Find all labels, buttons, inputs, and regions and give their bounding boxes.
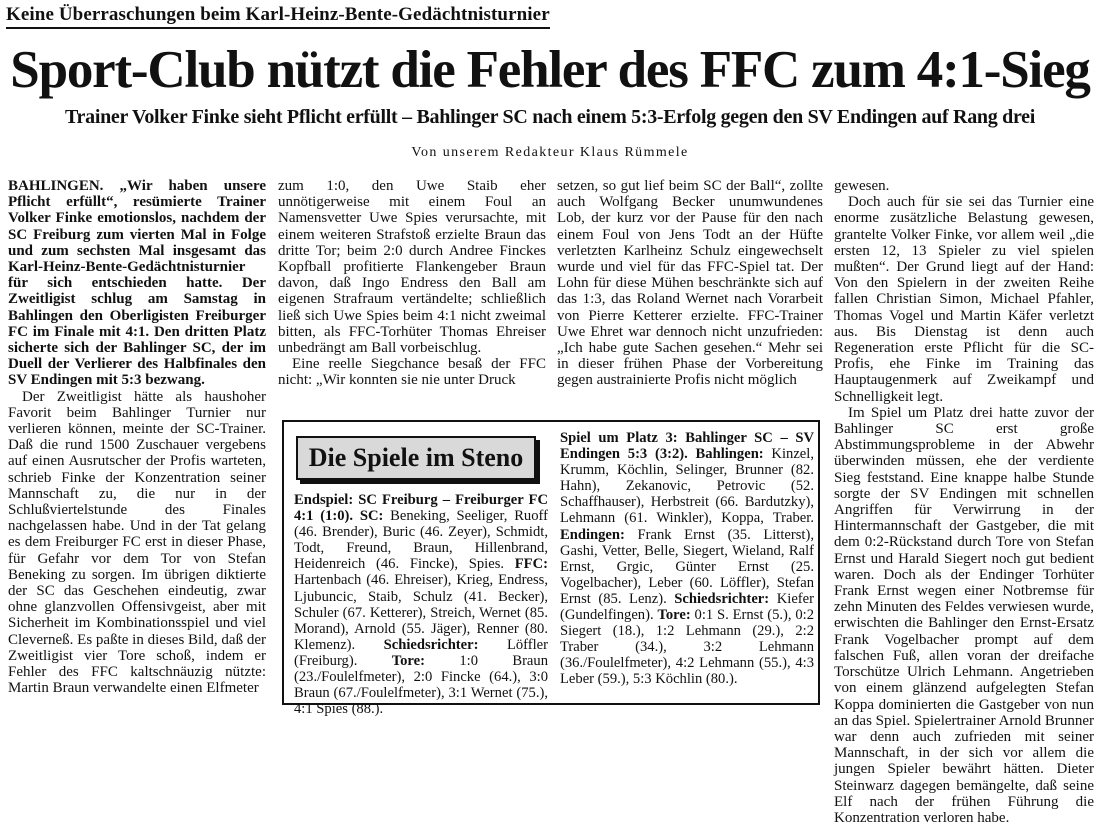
third-referee-label: Schiedsrichter:	[674, 590, 770, 607]
article-paragraph: Doch auch für sie sei das Turnier eine enorme zusätzliche Belastung gewesen, grantelte Volker Finke, vor allem weil „die ersten 12, 13 Spieler zu viel spielen mußten“. Der Grund liegt auf der Hand: Von den Spielern in der zweiten Reihe fallen Christian Simon, Michael Pfahler, Thomas Vogel und Martin Käfer verletzt aus. Bis Dienstag ist denn auch Regeneration erste Pflicht für die SC-Profis, ehe Finke im Training das Hauptaugenmerk auf Zweikampf und Schnelligkeit legt.	[834, 194, 1094, 405]
third-endingen-lineup: Frank Ernst (35. Litterst), Gashi, Vetter, Belle, Siegert, Wieland, Ralf Ernst, Grgic, Günter Ernst (25. Vogelbacher), Leber (60. Löffler), Stefan Ernst (85. Lenz).	[560, 526, 814, 607]
article-column-2	[278, 178, 546, 403]
article-column-1	[8, 178, 266, 708]
third-bahlingen-lineup: Kinzel, Krumm, Köchlin, Selinger, Brunner (82. Hahn), Zekanovic, Petrovic (52. Schaffhauser), Herbstreit (66. Bardutzky), Lehmann (61. Winkler), Koppa, Traber.	[560, 446, 814, 527]
byline: Von unserem Redakteur Klaus Rümmele	[411, 145, 689, 160]
kicker: Keine Überraschungen beim Karl-Heinz-Bente-Gedächtnisturnier	[6, 4, 550, 29]
article-column-3	[557, 178, 823, 403]
steno-box	[282, 420, 820, 718]
final-goals-label: Tore:	[391, 652, 425, 669]
final-heading: Endspiel: SC Freiburg – Freiburger FC 4:1 (1:0).	[294, 492, 548, 525]
article-paragraph: zum 1:0, den Uwe Staib eher unnötigerweise mit einem Foul an Namensvetter Uwe Spies verursachte, mit einem weiteren Strafstoß erzielte Braun das dritte Tor; beim 2:0 durch Andree Finckes Kopfball profitierte Flankengeber Braun davon, daß Ingo Endress den Ball am eigenen Strafraum vertändelte; schließlich ließ sich Uwe Spies beim 4:1 nicht zweimal bitten, als FFC-Torhüter Thomas Ehreiser unbedrängt am Ball vorbeischlug.	[278, 178, 546, 357]
steno-title: Die Spiele im Steno	[296, 436, 536, 480]
steno-column-1	[294, 492, 549, 718]
final-referee: Löffler (Freiburg).	[294, 636, 548, 669]
third-referee: Kiefer (Gundelfingen).	[560, 590, 814, 624]
article-column-4	[834, 178, 1094, 826]
article-paragraph: setzen, so gut lief beim SC der Ball“, zollte auch Wolfgang Becker unumwundenes Lob, der kurz vor der Pause für den nach einem Foul von Jens Todt an der Hüfte verletzten Karlheinz Schulz eingewechselt wurde und viel für das FFC-Spiel tat. Der Lohn für diese Mühen beschränkte sich auf das 1:3, das Roland Wernet nach Vorarbeit von Pierre Ketterer erzielte. FFC-Trainer Uwe Ehret war dennoch nicht unzufrieden: „Ich habe gute Sachen gesehen.“ Mehr sei in dieser frühen Phase der Vorbereitung gegen austrainierte Profis nicht möglich	[557, 178, 823, 389]
headline: Sport-Club nützt die Fehler des FFC zum 4:1-Sieg	[10, 41, 1090, 99]
article-paragraph: BAHLINGEN. „Wir haben unsere Pflicht erfüllt“, resümierte Trainer Volker Finke emotionslos, nachdem der SC Freiburg zum vierten Mal in Folge und zum sechsten Mal insgesamt das Karl-Heinz-Bente-Gedächtnisturnier für sich entschieden hatte. Der Zweitligist schlug am Samstag in Bahlingen den Oberligisten Freiburger FC im Finale mit 4:1. Den dritten Platz sicherte sich der Bahlinger SC, der im Duell der Verlierer des Halbfinales den SV Endingen mit 5:3 bezwang.	[8, 178, 266, 389]
final-summary	[294, 492, 548, 717]
article-paragraph: Der Zweitligist hätte als haushoher Favorit beim Bahlinger Turnier nur verlieren können, meinte der SC-Trainer. Daß die rund 1500 Zuschauer vergebens auf einen Ausrutscher der Profis warteten, schrieb Finke der Konzentration seiner Mannschaft zu, die nur in der Schlußviertelstunde des Finales nachgelassen habe. Und in der Tat gelang es dem Freiburger FC erst in dieser Phase, für Gefahr vor dem Tor von Stefan Beneking zu sorgen. Im übrigen diktierte der SC das Geschehen eindeutig, zwar ohne glanzvollen Offensivgeist, aber mit Sicherheit im Kombinationsspiel und viel Cleverneß. Es paßte in dieses Bild, daß der Zweitligist vier Tore schoß, indem er Fehler des FFC kaltschnäuzig nützte: Martin Braun verwandelte einen Elfmeter	[8, 388, 266, 697]
article-paragraph: gewesen.	[834, 178, 890, 194]
final-goals: 1:0 Braun (23./Foulelfmeter), 2:0 Fincke (64.), 3:0 Braun (67./Foulelfmeter), 3:1 Wernet (75.), 4:1 Spies (88.).	[294, 652, 549, 718]
third-goals-label: Tore:	[657, 607, 691, 624]
third-heading: Spiel um Platz 3: Bahlinger SC – SV Endingen 5:3 (3:2).	[560, 430, 814, 463]
article-paragraph: Im Spiel um Platz drei hatte zuvor der Bahlinger SC erst große Abstimmungsprobleme in der Abwehr überwinden müssen, ehe der verdiente Sieg feststand. Eine knappe halbe Stunde sorgte der SV Endingen mit schnellen Angriffen für Verwirrung in der Hintermannschaft der Gastgeber, die mit dem 0:2-Rückstand durch Tore von Stefan Ernst und Harald Siegert noch gut bedient waren. Doch als der Endinger Torhüter Frank Ernst wegen einer Notbremse für zehn Minuten des Feldes verwiesen wurde, erwischten die Bahlinger den Ernst-Ersatz Frank Vogelbacher prompt auf dem falschen Fuß, allen voran der dreifache Torschütze Ulrich Lehmann. Angetrieben von einem glänzend aufgelegten Stefan Koppa dominierten die Gastgeber von nun an das Spiel. Spielertrainer Arnold Brunner war denn auch zufrieden mit seiner Mannschaft, in der sich vor allem die jungen Spieler bewährt hätten. Dieter Steinwarz dagegen bemängelte, daß seine Elf nach der frühen Führung die Konzentration verloren habe.	[834, 404, 1094, 826]
third-place-summary	[560, 430, 814, 688]
article-paragraph: Eine reelle Siegchance besaß der FFC nicht: „Wir konnten sie nie unter Druck	[278, 356, 546, 389]
final-ffc-lineup: Hartenbach (46. Ehreiser), Krieg, Endress, Ljubuncic, Staib, Schulz (41. Becker), Schuler (67. Ketterer), Streich, Wernet (85. Morand), Arnold (55. Jäger), Renner (80. Klemenz).	[294, 572, 548, 653]
final-referee-label: Schiedsrichter:	[383, 636, 479, 653]
third-goals: 0:1 S. Ernst (5.), 0:2 Siegert (18.), 1:2 Lehmann (29.), 2:2 Traber (34.), 3:2 Lehmann (36./Foulelfmeter), 4:2 Lehmann (55.), 4:3 Leber (59.), 5:3 Köchlin (80.).	[560, 607, 814, 688]
subheadline: Trainer Volker Finke sieht Pflicht erfüllt – Bahlinger SC nach einem 5:3-Erfolg gegen den SV Endingen auf Rang drei	[64, 106, 1035, 128]
third-bahlingen-label: Bahlingen:	[695, 446, 764, 463]
final-ffc-label: FFC:	[514, 556, 548, 573]
final-sc-lineup: Beneking, Seeliger, Ruoff (46. Brender), Buric (46. Zeyer), Schmidt, Todt, Freund, Braun, Hillenbrand, Heidenreich (46. Fincke), Spies.	[294, 508, 548, 573]
third-endingen-label: Endingen:	[560, 526, 625, 543]
steno-column-2	[560, 430, 814, 702]
final-sc-label: SC:	[359, 508, 384, 525]
